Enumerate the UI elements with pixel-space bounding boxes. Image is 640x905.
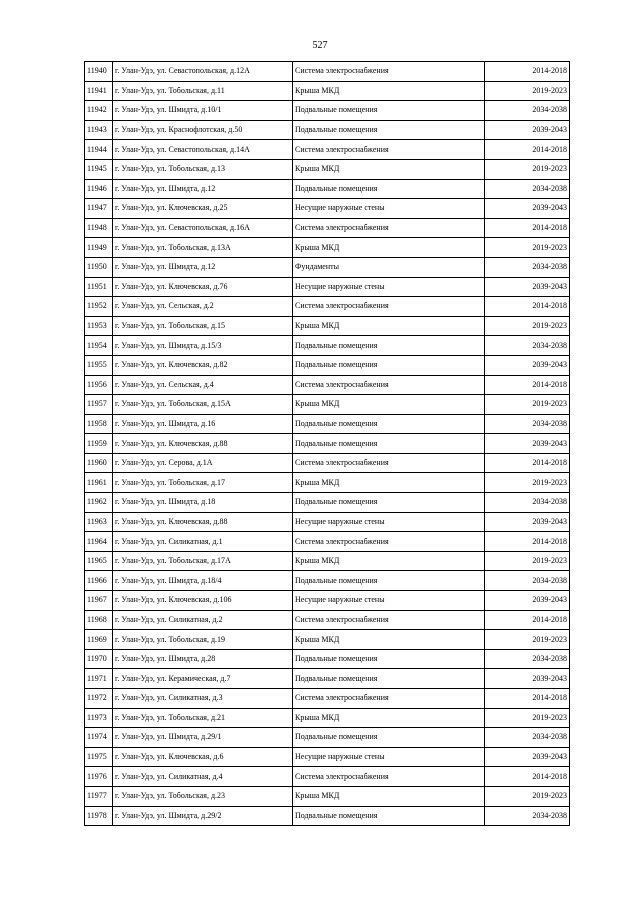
period-cell: 2019-2023 [485,473,570,493]
address-cell: г. Улан-Удэ, ул. Тобольская, д.19 [113,630,293,650]
table-row [85,159,570,179]
period-cell: 2014-2018 [485,375,570,395]
period-cell: 2019-2023 [485,238,570,258]
table-row [85,493,570,513]
period-cell: 2034-2038 [485,101,570,121]
work-type-cell: Крыша МКД [293,81,485,101]
address-cell: г. Улан-Удэ, ул. Силикатная, д.2 [113,610,293,630]
work-type-cell: Подвальные помещения [293,336,485,356]
period-cell: 2039-2043 [485,355,570,375]
period-cell: 2014-2018 [485,532,570,552]
row-number: 11946 [85,179,113,199]
period-cell: 2019-2023 [485,786,570,806]
work-type-cell: Подвальные помещения [293,101,485,121]
table-row [85,199,570,219]
table-row [85,649,570,669]
work-type-cell: Подвальные помещения [293,120,485,140]
period-cell: 2019-2023 [485,81,570,101]
address-cell: г. Улан-Удэ, ул. Шмидта, д.18 [113,493,293,513]
table-row [85,355,570,375]
address-cell: г. Улан-Удэ, ул. Ключевская, д.88 [113,434,293,454]
table-row [85,806,570,826]
address-cell: г. Улан-Удэ, ул. Шмидта, д.12 [113,179,293,199]
address-cell: г. Улан-Удэ, ул. Шмидта, д.28 [113,649,293,669]
row-number: 11964 [85,532,113,552]
period-cell: 2039-2043 [485,199,570,219]
address-cell: г. Улан-Удэ, ул. Серова, д.1А [113,453,293,473]
period-cell: 2014-2018 [485,610,570,630]
table-row [85,395,570,415]
period-cell: 2014-2018 [485,767,570,787]
work-type-cell: Подвальные помещения [293,493,485,513]
work-type-cell: Подвальные помещения [293,414,485,434]
period-cell: 2034-2038 [485,806,570,826]
table-row [85,257,570,277]
table-row [85,101,570,121]
table-row [85,316,570,336]
row-number: 11972 [85,689,113,709]
table-row [85,434,570,454]
row-number: 11947 [85,199,113,219]
period-cell: 2034-2038 [485,336,570,356]
period-cell: 2034-2038 [485,649,570,669]
page-number: 527 [312,40,328,51]
period-cell: 2039-2043 [485,591,570,611]
address-cell: г. Улан-Удэ, ул. Керамическая, д.7 [113,669,293,689]
address-cell: г. Улан-Удэ, ул. Шмидта, д.12 [113,257,293,277]
work-type-cell: Подвальные помещения [293,669,485,689]
work-type-cell: Несущие наружные стены [293,591,485,611]
row-number: 11960 [85,453,113,473]
table-row [85,747,570,767]
work-type-cell: Несущие наружные стены [293,512,485,532]
address-cell: г. Улан-Удэ, ул. Тобольская, д.13А [113,238,293,258]
address-cell: г. Улан-Удэ, ул. Краснофлотская, д.50 [113,120,293,140]
address-cell: г. Улан-Удэ, ул. Шмидта, д.10/1 [113,101,293,121]
address-cell: г. Улан-Удэ, ул. Ключевская, д.82 [113,355,293,375]
address-cell: г. Улан-Удэ, ул. Ключевская, д.106 [113,591,293,611]
table-row [85,140,570,160]
work-type-cell: Несущие наружные стены [293,199,485,219]
table-row [85,62,570,82]
address-cell: г. Улан-Удэ, ул. Шмидта, д.29/2 [113,806,293,826]
period-cell: 2034-2038 [485,571,570,591]
table-row [85,610,570,630]
work-type-cell: Система электроснабжения [293,767,485,787]
period-cell: 2034-2038 [485,179,570,199]
row-number: 11978 [85,806,113,826]
address-cell: г. Улан-Удэ, ул. Шмидта, д.29/1 [113,728,293,748]
table-row [85,551,570,571]
address-cell: г. Улан-Удэ, ул. Силикатная, д.1 [113,532,293,552]
table-row [85,375,570,395]
work-type-cell: Крыша МКД [293,159,485,179]
records-table-body [85,62,570,826]
row-number: 11943 [85,120,113,140]
work-type-cell: Система электроснабжения [293,532,485,552]
row-number: 11942 [85,101,113,121]
table-row [85,120,570,140]
table-row [85,571,570,591]
row-number: 11955 [85,355,113,375]
address-cell: г. Улан-Удэ, ул. Тобольская, д.17 [113,473,293,493]
table-row [85,238,570,258]
address-cell: г. Улан-Удэ, ул. Силикатная, д.4 [113,767,293,787]
address-cell: г. Улан-Удэ, ул. Шмидта, д.15/3 [113,336,293,356]
row-number: 11975 [85,747,113,767]
table-row [85,591,570,611]
row-number: 11963 [85,512,113,532]
address-cell: г. Улан-Удэ, ул. Тобольская, д.17А [113,551,293,571]
table-row [85,81,570,101]
row-number: 11951 [85,277,113,297]
address-cell: г. Улан-Удэ, ул. Ключевская, д.76 [113,277,293,297]
period-cell: 2014-2018 [485,218,570,238]
row-number: 11945 [85,159,113,179]
row-number: 11959 [85,434,113,454]
work-type-cell: Система электроснабжения [293,297,485,317]
period-cell: 2039-2043 [485,747,570,767]
work-type-cell: Система электроснабжения [293,62,485,82]
address-cell: г. Улан-Удэ, ул. Севастопольская, д.12А [113,62,293,82]
table-row [85,277,570,297]
row-number: 11977 [85,786,113,806]
address-cell: г. Улан-Удэ, ул. Тобольская, д.13 [113,159,293,179]
address-cell: г. Улан-Удэ, ул. Тобольская, д.11 [113,81,293,101]
table-row [85,669,570,689]
period-cell: 2014-2018 [485,689,570,709]
period-cell: 2034-2038 [485,257,570,277]
table-row [85,453,570,473]
table-row [85,728,570,748]
row-number: 11974 [85,728,113,748]
period-cell: 2019-2023 [485,395,570,415]
table-row [85,767,570,787]
period-cell: 2019-2023 [485,159,570,179]
row-number: 11965 [85,551,113,571]
period-cell: 2014-2018 [485,62,570,82]
work-type-cell: Подвальные помещения [293,649,485,669]
row-number: 11952 [85,297,113,317]
work-type-cell: Система электроснабжения [293,610,485,630]
work-type-cell: Крыша МКД [293,708,485,728]
period-cell: 2014-2018 [485,297,570,317]
work-type-cell: Подвальные помещения [293,806,485,826]
address-cell: г. Улан-Удэ, ул. Силикатная, д.3 [113,689,293,709]
row-number: 11961 [85,473,113,493]
row-number: 11957 [85,395,113,415]
period-cell: 2039-2043 [485,120,570,140]
row-number: 11976 [85,767,113,787]
row-number: 11970 [85,649,113,669]
work-type-cell: Крыша МКД [293,551,485,571]
work-type-cell: Крыша МКД [293,473,485,493]
work-type-cell: Крыша МКД [293,630,485,650]
row-number: 11954 [85,336,113,356]
work-type-cell: Система электроснабжения [293,689,485,709]
table-row [85,786,570,806]
row-number: 11953 [85,316,113,336]
work-type-cell: Несущие наружные стены [293,747,485,767]
row-number: 11956 [85,375,113,395]
table-row [85,708,570,728]
address-cell: г. Улан-Удэ, ул. Севастопольская, д.14А [113,140,293,160]
table-row [85,336,570,356]
table-row [85,512,570,532]
row-number: 11950 [85,257,113,277]
work-type-cell: Крыша МКД [293,238,485,258]
work-type-cell: Крыша МКД [293,786,485,806]
row-number: 11967 [85,591,113,611]
address-cell: г. Улан-Удэ, ул. Ключевская, д.6 [113,747,293,767]
table-row [85,689,570,709]
address-cell: г. Улан-Удэ, ул. Тобольская, д.21 [113,708,293,728]
work-type-cell: Система электроснабжения [293,140,485,160]
row-number: 11958 [85,414,113,434]
table-row [85,297,570,317]
work-type-cell: Система электроснабжения [293,453,485,473]
period-cell: 2014-2018 [485,140,570,160]
period-cell: 2039-2043 [485,512,570,532]
period-cell: 2039-2043 [485,669,570,689]
address-cell: г. Улан-Удэ, ул. Шмидта, д.16 [113,414,293,434]
period-cell: 2039-2043 [485,434,570,454]
address-cell: г. Улан-Удэ, ул. Ключевская, д.88 [113,512,293,532]
work-type-cell: Несущие наружные стены [293,277,485,297]
records-table [84,61,570,826]
work-type-cell: Подвальные помещения [293,179,485,199]
row-number: 11962 [85,493,113,513]
address-cell: г. Улан-Удэ, ул. Тобольская, д.15 [113,316,293,336]
work-type-cell: Подвальные помещения [293,571,485,591]
period-cell: 2034-2038 [485,493,570,513]
table-row [85,532,570,552]
period-cell: 2019-2023 [485,316,570,336]
table-row [85,218,570,238]
period-cell: 2019-2023 [485,630,570,650]
row-number: 11940 [85,62,113,82]
address-cell: г. Улан-Удэ, ул. Сельская, д.4 [113,375,293,395]
row-number: 11969 [85,630,113,650]
period-cell: 2014-2018 [485,453,570,473]
row-number: 11941 [85,81,113,101]
table-row [85,414,570,434]
table-row [85,473,570,493]
period-cell: 2039-2043 [485,277,570,297]
row-number: 11968 [85,610,113,630]
row-number: 11971 [85,669,113,689]
table-row [85,179,570,199]
work-type-cell: Фундаменты [293,257,485,277]
row-number: 11949 [85,238,113,258]
period-cell: 2019-2023 [485,551,570,571]
row-number: 11966 [85,571,113,591]
address-cell: г. Улан-Удэ, ул. Тобольская, д.15А [113,395,293,415]
period-cell: 2034-2038 [485,728,570,748]
row-number: 11944 [85,140,113,160]
work-type-cell: Крыша МКД [293,316,485,336]
row-number: 11948 [85,218,113,238]
work-type-cell: Подвальные помещения [293,728,485,748]
address-cell: г. Улан-Удэ, ул. Тобольская, д.23 [113,786,293,806]
period-cell: 2034-2038 [485,414,570,434]
address-cell: г. Улан-Удэ, ул. Ключевская, д.25 [113,199,293,219]
address-cell: г. Улан-Удэ, ул. Сельская, д.2 [113,297,293,317]
work-type-cell: Подвальные помещения [293,434,485,454]
work-type-cell: Система электроснабжения [293,218,485,238]
work-type-cell: Система электроснабжения [293,375,485,395]
address-cell: г. Улан-Удэ, ул. Севастопольская, д.16А [113,218,293,238]
work-type-cell: Подвальные помещения [293,355,485,375]
row-number: 11973 [85,708,113,728]
work-type-cell: Крыша МКД [293,395,485,415]
table-row [85,630,570,650]
period-cell: 2019-2023 [485,708,570,728]
address-cell: г. Улан-Удэ, ул. Шмидта, д.18/4 [113,571,293,591]
